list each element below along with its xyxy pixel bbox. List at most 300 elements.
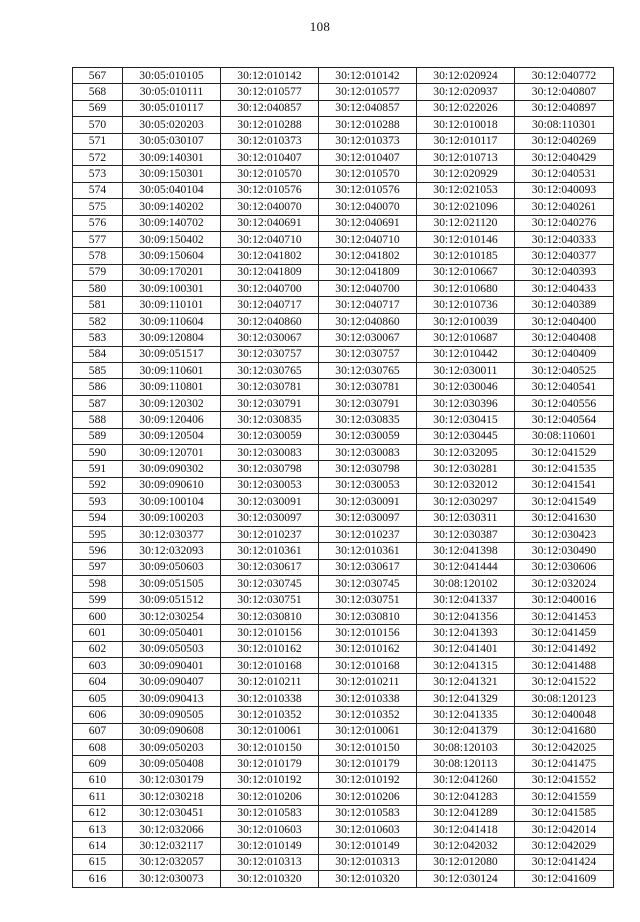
code-cell-3: 30:12:010603: [319, 821, 417, 837]
row-number-cell: 597: [73, 559, 123, 575]
code-cell-4: 30:12:020937: [417, 84, 515, 100]
row-number-cell: 568: [73, 84, 123, 100]
row-number-cell: 604: [73, 674, 123, 690]
row-number-cell: 579: [73, 264, 123, 280]
code-cell-4: 30:12:030124: [417, 871, 515, 887]
table-row: [73, 461, 614, 477]
code-cell-1: 30:09:150604: [123, 248, 221, 264]
code-cell-4: 30:12:030046: [417, 379, 515, 395]
table-row: [73, 723, 614, 739]
code-cell-1: 30:09:090610: [123, 477, 221, 493]
code-cell-2: 30:12:040860: [221, 313, 319, 329]
code-cell-1: 30:09:050503: [123, 641, 221, 657]
code-cell-3: 30:12:030097: [319, 510, 417, 526]
code-cell-4: 30:12:010667: [417, 264, 515, 280]
code-cell-3: 30:12:030091: [319, 494, 417, 510]
code-cell-1: 30:12:032066: [123, 821, 221, 837]
table-row: [73, 608, 614, 624]
code-cell-5: 30:12:040556: [515, 395, 614, 411]
table-row: [73, 297, 614, 313]
code-cell-4: 30:12:041401: [417, 641, 515, 657]
code-cell-4: 30:12:041398: [417, 543, 515, 559]
row-number-cell: 586: [73, 379, 123, 395]
code-cell-2: 30:12:010407: [221, 149, 319, 165]
code-cell-1: 30:09:120804: [123, 330, 221, 346]
code-cell-4: 30:12:010039: [417, 313, 515, 329]
row-number-cell: 569: [73, 100, 123, 116]
code-cell-1: 30:09:100104: [123, 494, 221, 510]
table-row: [73, 674, 614, 690]
row-number-cell: 600: [73, 608, 123, 624]
row-number-cell: 612: [73, 805, 123, 821]
code-cell-1: 30:09:150402: [123, 231, 221, 247]
code-cell-1: 30:05:010105: [123, 68, 221, 84]
table-row: [73, 625, 614, 641]
code-cell-5: 30:12:040261: [515, 199, 614, 215]
code-cell-1: 30:09:090413: [123, 690, 221, 706]
code-cell-2: 30:12:010570: [221, 166, 319, 182]
code-cell-3: 30:12:030791: [319, 395, 417, 411]
code-cell-3: 30:12:010168: [319, 658, 417, 674]
row-number-cell: 574: [73, 182, 123, 198]
code-cell-3: 30:12:010576: [319, 182, 417, 198]
code-cell-5: 30:12:040433: [515, 281, 614, 297]
table-row: [73, 838, 614, 854]
table-row: [73, 592, 614, 608]
code-cell-3: 30:12:010352: [319, 707, 417, 723]
code-cell-1: 30:09:120302: [123, 395, 221, 411]
code-cell-2: 30:12:010162: [221, 641, 319, 657]
code-cell-4: 30:12:010146: [417, 231, 515, 247]
code-cell-2: 30:12:040070: [221, 199, 319, 215]
code-cell-2: 30:12:010352: [221, 707, 319, 723]
code-cell-5: 30:12:040531: [515, 166, 614, 182]
code-cell-4: 30:08:120113: [417, 756, 515, 772]
code-cell-4: 30:12:041444: [417, 559, 515, 575]
code-cell-5: 30:12:041609: [515, 871, 614, 887]
code-cell-5: 30:12:040564: [515, 412, 614, 428]
code-cell-5: 30:12:041424: [515, 854, 614, 870]
data-table: [72, 67, 614, 888]
code-cell-4: 30:12:021096: [417, 199, 515, 215]
code-cell-5: 30:08:110301: [515, 117, 614, 133]
code-cell-1: 30:12:030073: [123, 871, 221, 887]
code-cell-2: 30:12:010288: [221, 117, 319, 133]
code-cell-3: 30:12:030765: [319, 363, 417, 379]
code-cell-5: 30:12:041680: [515, 723, 614, 739]
code-cell-1: 30:09:051512: [123, 592, 221, 608]
code-cell-2: 30:12:010061: [221, 723, 319, 739]
row-number-cell: 571: [73, 133, 123, 149]
table-row: [73, 182, 614, 198]
code-cell-3: 30:12:010237: [319, 526, 417, 542]
code-cell-5: 30:12:040269: [515, 133, 614, 149]
code-cell-1: 30:09:170201: [123, 264, 221, 280]
row-number-cell: 580: [73, 281, 123, 297]
table-row: [73, 215, 614, 231]
code-cell-4: 30:12:041321: [417, 674, 515, 690]
code-cell-3: 30:12:030781: [319, 379, 417, 395]
code-cell-3: 30:12:040700: [319, 281, 417, 297]
code-cell-3: 30:12:010288: [319, 117, 417, 133]
code-cell-1: 30:12:030218: [123, 789, 221, 805]
code-cell-4: 30:12:041260: [417, 772, 515, 788]
code-cell-1: 30:09:110601: [123, 363, 221, 379]
code-cell-2: 30:12:030751: [221, 592, 319, 608]
code-cell-1: 30:05:030107: [123, 133, 221, 149]
table-row: [73, 477, 614, 493]
table-row: [73, 330, 614, 346]
code-cell-5: 30:12:041529: [515, 444, 614, 460]
code-cell-4: 30:12:010680: [417, 281, 515, 297]
code-cell-1: 30:12:030377: [123, 526, 221, 542]
code-cell-5: 30:12:040400: [515, 313, 614, 329]
row-number-cell: 576: [73, 215, 123, 231]
code-cell-3: 30:12:030059: [319, 428, 417, 444]
code-cell-5: 30:12:040408: [515, 330, 614, 346]
row-number-cell: 581: [73, 297, 123, 313]
code-cell-1: 30:12:030179: [123, 772, 221, 788]
code-cell-4: 30:12:010018: [417, 117, 515, 133]
row-number-cell: 599: [73, 592, 123, 608]
code-cell-5: 30:12:041559: [515, 789, 614, 805]
row-number-cell: 578: [73, 248, 123, 264]
row-number-cell: 606: [73, 707, 123, 723]
code-cell-1: 30:12:032093: [123, 543, 221, 559]
row-number-cell: 603: [73, 658, 123, 674]
table-row: [73, 756, 614, 772]
code-cell-3: 30:12:010211: [319, 674, 417, 690]
table-row: [73, 313, 614, 329]
code-cell-5: 30:12:041522: [515, 674, 614, 690]
code-cell-2: 30:12:030791: [221, 395, 319, 411]
code-cell-5: 30:12:041459: [515, 625, 614, 641]
code-cell-2: 30:12:030091: [221, 494, 319, 510]
code-cell-1: 30:05:040104: [123, 182, 221, 198]
row-number-cell: 609: [73, 756, 123, 772]
code-cell-1: 30:09:110101: [123, 297, 221, 313]
code-cell-2: 30:12:040700: [221, 281, 319, 297]
table-row: [73, 133, 614, 149]
code-cell-3: 30:12:010206: [319, 789, 417, 805]
table-row: [73, 821, 614, 837]
row-number-cell: 605: [73, 690, 123, 706]
row-number-cell: 585: [73, 363, 123, 379]
table-row: [73, 149, 614, 165]
code-cell-3: 30:12:010373: [319, 133, 417, 149]
code-cell-5: 30:12:040541: [515, 379, 614, 395]
code-cell-2: 30:12:030097: [221, 510, 319, 526]
code-cell-2: 30:12:010192: [221, 772, 319, 788]
table-row: [73, 510, 614, 526]
code-cell-4: 30:12:021120: [417, 215, 515, 231]
code-cell-3: 30:12:040860: [319, 313, 417, 329]
code-cell-2: 30:12:030835: [221, 412, 319, 428]
code-cell-4: 30:12:030297: [417, 494, 515, 510]
row-number-cell: 595: [73, 526, 123, 542]
row-number-cell: 577: [73, 231, 123, 247]
table-row: [73, 543, 614, 559]
code-cell-4: 30:12:041329: [417, 690, 515, 706]
code-cell-1: 30:05:010117: [123, 100, 221, 116]
row-number-cell: 601: [73, 625, 123, 641]
code-cell-4: 30:12:010185: [417, 248, 515, 264]
code-cell-5: 30:12:042014: [515, 821, 614, 837]
code-cell-4: 30:12:010687: [417, 330, 515, 346]
code-cell-5: 30:12:042029: [515, 838, 614, 854]
code-cell-1: 30:09:051505: [123, 576, 221, 592]
code-cell-2: 30:12:010313: [221, 854, 319, 870]
code-cell-4: 30:12:030281: [417, 461, 515, 477]
code-cell-5: 30:12:041535: [515, 461, 614, 477]
code-cell-3: 30:12:030757: [319, 346, 417, 362]
code-cell-1: 30:09:050401: [123, 625, 221, 641]
code-cell-3: 30:12:010192: [319, 772, 417, 788]
table-row: [73, 641, 614, 657]
row-number-cell: 598: [73, 576, 123, 592]
code-cell-4: 30:12:010442: [417, 346, 515, 362]
table-row: [73, 740, 614, 756]
code-cell-5: 30:12:030606: [515, 559, 614, 575]
code-cell-1: 30:12:030254: [123, 608, 221, 624]
code-cell-4: 30:12:030311: [417, 510, 515, 526]
table-row: [73, 428, 614, 444]
code-cell-3: 30:12:010150: [319, 740, 417, 756]
code-cell-2: 30:12:040710: [221, 231, 319, 247]
code-cell-1: 30:09:050603: [123, 559, 221, 575]
code-cell-3: 30:12:030810: [319, 608, 417, 624]
code-cell-4: 30:12:032095: [417, 444, 515, 460]
code-cell-5: 30:12:041453: [515, 608, 614, 624]
code-cell-3: 30:12:010156: [319, 625, 417, 641]
code-cell-2: 30:12:030745: [221, 576, 319, 592]
code-cell-1: 30:09:090302: [123, 461, 221, 477]
code-cell-5: 30:12:042025: [515, 740, 614, 756]
code-cell-2: 30:12:030765: [221, 363, 319, 379]
code-cell-4: 30:12:010713: [417, 149, 515, 165]
code-cell-2: 30:12:010142: [221, 68, 319, 84]
code-cell-2: 30:12:010373: [221, 133, 319, 149]
table-row: [73, 559, 614, 575]
code-cell-1: 30:12:030451: [123, 805, 221, 821]
code-cell-3: 30:12:010577: [319, 84, 417, 100]
code-cell-2: 30:12:010179: [221, 756, 319, 772]
row-number-cell: 602: [73, 641, 123, 657]
row-number-cell: 584: [73, 346, 123, 362]
code-cell-2: 30:12:010576: [221, 182, 319, 198]
code-cell-5: 30:12:041492: [515, 641, 614, 657]
code-cell-4: 30:08:120102: [417, 576, 515, 592]
code-cell-5: 30:12:041475: [515, 756, 614, 772]
code-cell-2: 30:12:030083: [221, 444, 319, 460]
code-cell-5: 30:12:041541: [515, 477, 614, 493]
code-cell-1: 30:09:090608: [123, 723, 221, 739]
code-cell-5: 30:12:030490: [515, 543, 614, 559]
code-cell-4: 30:12:041337: [417, 592, 515, 608]
code-cell-2: 30:12:030067: [221, 330, 319, 346]
code-cell-4: 30:12:041418: [417, 821, 515, 837]
code-cell-1: 30:09:050203: [123, 740, 221, 756]
code-cell-1: 30:09:050408: [123, 756, 221, 772]
table-row: [73, 231, 614, 247]
table-row: [73, 166, 614, 182]
table-row: [73, 690, 614, 706]
code-cell-5: 30:12:040377: [515, 248, 614, 264]
code-cell-2: 30:12:010237: [221, 526, 319, 542]
code-cell-4: 30:12:042032: [417, 838, 515, 854]
code-cell-3: 30:12:030751: [319, 592, 417, 608]
table-row: [73, 871, 614, 887]
row-number-cell: 589: [73, 428, 123, 444]
row-number-cell: 616: [73, 871, 123, 887]
code-cell-5: 30:12:041549: [515, 494, 614, 510]
code-cell-5: 30:12:040093: [515, 182, 614, 198]
table-row: [73, 199, 614, 215]
code-cell-2: 30:12:040717: [221, 297, 319, 313]
code-cell-1: 30:09:110801: [123, 379, 221, 395]
table-body: [73, 68, 614, 888]
table-row: [73, 658, 614, 674]
code-cell-3: 30:12:010142: [319, 68, 417, 84]
code-cell-3: 30:12:041809: [319, 264, 417, 280]
row-number-cell: 592: [73, 477, 123, 493]
code-cell-5: 30:12:040409: [515, 346, 614, 362]
row-number-cell: 582: [73, 313, 123, 329]
code-cell-1: 30:09:120406: [123, 412, 221, 428]
code-cell-5: 30:12:041585: [515, 805, 614, 821]
code-cell-4: 30:12:010736: [417, 297, 515, 313]
row-number-cell: 570: [73, 117, 123, 133]
code-cell-5: 30:12:040772: [515, 68, 614, 84]
code-cell-1: 30:09:100301: [123, 281, 221, 297]
code-cell-3: 30:12:040717: [319, 297, 417, 313]
code-cell-5: 30:12:040393: [515, 264, 614, 280]
row-number-cell: 614: [73, 838, 123, 854]
row-number-cell: 611: [73, 789, 123, 805]
row-number-cell: 575: [73, 199, 123, 215]
code-cell-3: 30:12:010149: [319, 838, 417, 854]
row-number-cell: 573: [73, 166, 123, 182]
code-cell-4: 30:12:041315: [417, 658, 515, 674]
page-number: 108: [309, 19, 331, 34]
code-cell-5: 30:12:040333: [515, 231, 614, 247]
code-cell-1: 30:09:150301: [123, 166, 221, 182]
row-number-cell: 572: [73, 149, 123, 165]
code-cell-3: 30:12:010338: [319, 690, 417, 706]
row-number-cell: 590: [73, 444, 123, 460]
row-number-cell: 593: [73, 494, 123, 510]
code-cell-4: 30:12:030396: [417, 395, 515, 411]
table-row: [73, 395, 614, 411]
code-cell-4: 30:12:041356: [417, 608, 515, 624]
table-row: [73, 526, 614, 542]
code-cell-3: 30:12:030798: [319, 461, 417, 477]
code-cell-2: 30:12:010577: [221, 84, 319, 100]
code-cell-3: 30:12:040710: [319, 231, 417, 247]
code-cell-4: 30:12:022026: [417, 100, 515, 116]
row-number-cell: 567: [73, 68, 123, 84]
code-cell-5: 30:12:040807: [515, 84, 614, 100]
code-cell-1: 30:09:120701: [123, 444, 221, 460]
table-row: [73, 707, 614, 723]
code-cell-3: 30:12:010361: [319, 543, 417, 559]
row-number-cell: 615: [73, 854, 123, 870]
code-cell-3: 30:12:010407: [319, 149, 417, 165]
code-cell-4: 30:12:041393: [417, 625, 515, 641]
code-cell-3: 30:12:030053: [319, 477, 417, 493]
code-cell-4: 30:12:010117: [417, 133, 515, 149]
row-number-cell: 608: [73, 740, 123, 756]
table-row: [73, 412, 614, 428]
code-cell-4: 30:12:030011: [417, 363, 515, 379]
code-cell-4: 30:12:030387: [417, 526, 515, 542]
table-row: [73, 805, 614, 821]
code-cell-1: 30:09:120504: [123, 428, 221, 444]
row-number-cell: 583: [73, 330, 123, 346]
code-cell-2: 30:12:030059: [221, 428, 319, 444]
row-number-cell: 610: [73, 772, 123, 788]
code-cell-3: 30:12:030083: [319, 444, 417, 460]
code-cell-2: 30:12:041802: [221, 248, 319, 264]
code-cell-5: 30:12:040016: [515, 592, 614, 608]
code-cell-3: 30:12:041802: [319, 248, 417, 264]
code-cell-4: 30:12:041379: [417, 723, 515, 739]
table-row: [73, 363, 614, 379]
table-row: [73, 248, 614, 264]
table-row: [73, 346, 614, 362]
code-cell-5: 30:12:040048: [515, 707, 614, 723]
code-cell-4: 30:12:012080: [417, 854, 515, 870]
code-cell-1: 30:09:090407: [123, 674, 221, 690]
code-cell-2: 30:12:030053: [221, 477, 319, 493]
row-number-cell: 596: [73, 543, 123, 559]
code-cell-2: 30:12:010168: [221, 658, 319, 674]
code-cell-1: 30:09:110604: [123, 313, 221, 329]
code-cell-3: 30:12:010320: [319, 871, 417, 887]
code-cell-3: 30:12:030745: [319, 576, 417, 592]
code-cell-1: 30:09:140702: [123, 215, 221, 231]
code-cell-5: 30:12:040525: [515, 363, 614, 379]
code-cell-2: 30:12:030617: [221, 559, 319, 575]
code-cell-2: 30:12:010211: [221, 674, 319, 690]
code-cell-2: 30:12:030810: [221, 608, 319, 624]
table-row: [73, 117, 614, 133]
code-cell-4: 30:12:032012: [417, 477, 515, 493]
code-cell-4: 30:12:021053: [417, 182, 515, 198]
code-cell-1: 30:09:051517: [123, 346, 221, 362]
code-cell-3: 30:12:010583: [319, 805, 417, 821]
code-cell-2: 30:12:030798: [221, 461, 319, 477]
code-cell-2: 30:12:010206: [221, 789, 319, 805]
code-cell-2: 30:12:040691: [221, 215, 319, 231]
row-number-cell: 607: [73, 723, 123, 739]
code-cell-4: 30:12:041283: [417, 789, 515, 805]
code-cell-5: 30:12:040276: [515, 215, 614, 231]
code-cell-2: 30:12:040857: [221, 100, 319, 116]
code-cell-3: 30:12:040070: [319, 199, 417, 215]
code-cell-5: 30:08:110601: [515, 428, 614, 444]
table-row: [73, 281, 614, 297]
table-row: [73, 854, 614, 870]
code-cell-2: 30:12:030757: [221, 346, 319, 362]
code-cell-5: 30:12:040429: [515, 149, 614, 165]
code-cell-4: 30:12:041289: [417, 805, 515, 821]
code-cell-3: 30:12:010570: [319, 166, 417, 182]
table-row: [73, 68, 614, 84]
code-cell-3: 30:12:010313: [319, 854, 417, 870]
code-cell-3: 30:12:040857: [319, 100, 417, 116]
code-cell-5: 30:12:041488: [515, 658, 614, 674]
